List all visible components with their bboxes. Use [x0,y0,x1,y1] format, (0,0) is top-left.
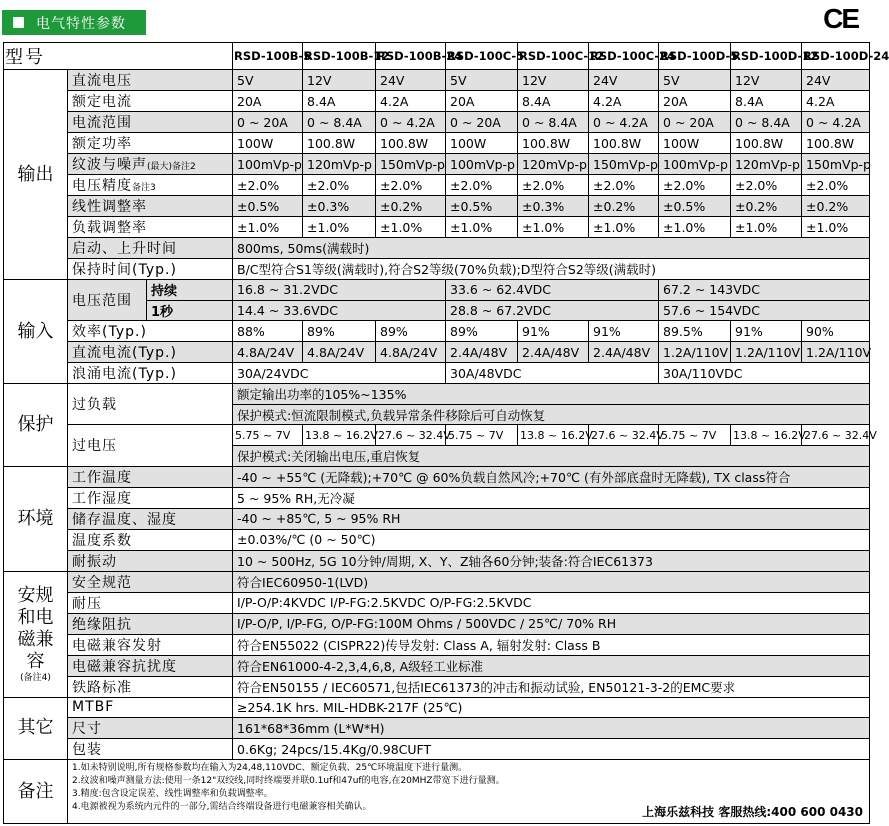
value-cell: ±0.3% [518,196,589,217]
value-cell: 67.2 ~ 143VDC [659,280,870,301]
value-cell: 0 ~ 8.4A [303,112,376,133]
value-cell: 24V [376,70,446,91]
value-cell: ±2.0% [233,175,303,196]
row-label [68,571,233,592]
model-header-row [4,43,870,70]
output-row [4,70,870,91]
row-label-text: 尺寸 [72,721,102,738]
safety-value: 符合IEC60950-1(LVD) [233,571,870,592]
output-row [4,196,870,217]
output-row [4,217,870,238]
note-line: 3.精度:包含设定误差、线性调整率和负载调整率。 [72,789,273,800]
value-cell: ±2.0% [518,175,589,196]
value-cell: 57.6 ~ 154VDC [659,300,870,321]
value-cell: ±1.0% [731,217,802,238]
value-cell: 1.2A/110V [659,342,731,363]
model-name: RSD-100C-12 [518,43,589,70]
ov-mode: 保护模式:关闭输出电压,重启恢复 [233,445,870,466]
value-cell: 100mVp-p [446,154,518,175]
category-safety-note: (备注4) [20,672,51,683]
hold-row [4,259,870,280]
input-voltage-cont-row [4,280,870,301]
startup-row [4,238,870,259]
row-label-text: 纹波与噪声 [72,157,147,173]
value-cell: 91% [518,321,589,342]
row-label-text: 线性调整率 [72,199,147,215]
value-cell: 100W [659,133,731,154]
row-label-text: 负载调整率 [72,220,147,236]
value-cell: 33.6 ~ 62.4VDC [446,280,659,301]
value-cell: 100mVp-p [233,154,303,175]
category-protection: 保护 [4,384,68,466]
value-cell: 100W [446,133,518,154]
value-cell: ±1.0% [233,217,303,238]
row-label [68,634,233,655]
note-line: 4.电源被视为系统内元件的一部分,需结合终端设备进行电磁兼容相关确认。 [72,802,372,813]
value-cell: 24V [802,70,870,91]
safety-value: 符合EN61000-4-2,3,4,6,8, A级轻工业标准 [233,655,870,676]
overload-row-1 [4,384,870,405]
row-label [68,655,233,676]
ce-mark: CE [823,3,858,34]
row-label [68,529,233,550]
row-label [68,238,233,259]
value-cell: 8.4A [731,91,802,112]
row-label-text: 电流范围 [72,115,132,131]
value-cell: 4.2A [589,91,659,112]
row-label [68,425,233,466]
value-cell: ±1.0% [659,217,731,238]
overload-mode: 保护模式:恒流限制模式,负载异常条件移除后可自动恢复 [233,404,870,425]
safety-row [4,613,870,634]
value-cell: 88% [233,321,303,342]
category-output: 输出 [4,70,68,280]
value-cell: 0 ~ 4.2A [589,112,659,133]
safety-row [4,571,870,592]
value-cell: ±0.2% [802,196,870,217]
value-cell: 12V [518,70,589,91]
value-cell: 4.2A [376,91,446,112]
row-label-text: 工作温度 [72,469,132,486]
value-cell: 27.6 ~ 32.4V [376,425,446,446]
row-label [68,280,147,321]
row-label [68,259,233,280]
value-cell: 13.8 ~ 16.2V [518,425,589,446]
value-cell: ±0.2% [376,196,446,217]
row-label-text: 电磁兼容发射 [72,637,162,654]
value-cell: 14.4 ~ 33.6VDC [233,300,446,321]
value-cell: 28.8 ~ 67.2VDC [446,300,659,321]
hold-value: B/C型符合S1等级(满载时),符合S2等级(70%负载);D型符合S2等级(满载时) [233,259,870,280]
value-cell: ±1.0% [589,217,659,238]
value-cell: 30A/24VDC [233,363,446,384]
value-cell: 12V [731,70,802,91]
value-cell: ±2.0% [376,175,446,196]
model-name: RSD-100C-5 [446,43,518,70]
model-name: RSD-100D-24 [802,43,870,70]
safety-row [4,592,870,613]
value-cell: ±2.0% [446,175,518,196]
row-label [68,592,233,613]
value-cell: 100.8W [589,133,659,154]
environment-value: ±0.03%/℃ (0 ~ 50℃) [233,529,870,550]
environment-row [4,550,870,571]
value-cell: 89.5% [659,321,731,342]
environment-value: 10 ~ 500Hz, 5G 10分钟/周期, X、Y、Z轴各60分钟;装备:符合IEC61373 [233,550,870,571]
section-title: 电气特性参数 [36,15,126,32]
row-label-text: 工作湿度 [72,490,132,507]
notes-row [4,760,870,824]
row-label-text: 耐压 [72,595,102,612]
row-label-text: 铁路标准 [72,679,132,696]
value-cell: 150mVp-p [589,154,659,175]
value-cell: 0 ~ 20A [233,112,303,133]
value-cell: 20A [659,91,731,112]
value-cell: 2.4A/48V [589,342,659,363]
row-label [68,363,233,384]
safety-value: 符合EN50155 / IEC60571,包括IEC61373的冲击和振动试验, EN50121-3-2的EMC要求 [233,676,870,697]
value-cell: ±1.0% [518,217,589,238]
value-cell: 100.8W [802,133,870,154]
output-row [4,91,870,112]
safety-row [4,676,870,697]
value-cell: 120mVp-p [303,154,376,175]
notes-cell [68,760,870,824]
value-cell: ±2.0% [659,175,731,196]
value-cell: 1.2A/110V [731,342,802,363]
row-label-text: MTBF [72,699,115,716]
row-label [68,550,233,571]
environment-row [4,508,870,529]
value-cell: ±0.5% [659,196,731,217]
environment-row [4,466,870,487]
value-cell: ±0.5% [233,196,303,217]
sec-label: 1秒 [147,300,233,321]
model-label: 型号 [4,43,233,70]
environment-value: -40 ~ +55℃ (无降载);+70℃ @ 60%负载自然风冷;+70℃ (有外部底盘时无降载), TX class符合 [233,466,870,487]
value-cell: 30A/110VDC [659,363,870,384]
row-label-note: 备注3 [132,183,156,193]
value-cell: 20A [233,91,303,112]
value-cell: 0 ~ 8.4A [731,112,802,133]
value-cell: 20A [446,91,518,112]
category-input: 输入 [4,280,68,384]
other-row [4,718,870,739]
row-label-text: 额定电流 [72,94,132,110]
row-label-text: 耐振动 [72,553,117,570]
output-row [4,133,870,154]
category-safety-text: 安规和电磁兼容 [17,584,54,672]
section-header [2,10,146,35]
value-cell: 30A/48VDC [446,363,659,384]
row-label [68,718,233,739]
value-cell: 4.8A/24V [376,342,446,363]
value-cell: ±0.2% [731,196,802,217]
value-cell: 5.75 ~ 7V [233,425,303,446]
value-cell: 100W [233,133,303,154]
ov-row-1 [4,425,870,446]
value-cell: 2.4A/48V [446,342,518,363]
value-cell: 4.2A [802,91,870,112]
row-label [68,508,233,529]
output-row [4,154,870,175]
value-cell: 4.8A/24V [233,342,303,363]
row-label-text: 过负载 [72,397,117,414]
row-label [68,739,233,760]
model-name: RSD-100D-12 [731,43,802,70]
note-line: 2.纹波和噪声测量方法:使用一条12"双绞线,同时终端要并联0.1uf和47uf的电容,在20MHZ带宽下进行量测。 [72,776,505,787]
value-cell: 90% [802,321,870,342]
safety-row [4,634,870,655]
value-cell: 13.8 ~ 16.2V [731,425,802,446]
value-cell: 8.4A [303,91,376,112]
row-label [68,487,233,508]
row-label-text: 绝缘阻抗 [72,616,132,633]
value-cell: 100mVp-p [659,154,731,175]
value-cell: 1.2A/110V [802,342,870,363]
row-label [68,676,233,697]
output-row [4,175,870,196]
input-inrush-row [4,363,870,384]
model-name: RSD-100B-5 [233,43,303,70]
other-row [4,697,870,718]
value-cell: ±0.5% [446,196,518,217]
row-label [68,217,233,238]
value-cell: 91% [731,321,802,342]
category-environment: 环境 [4,466,68,571]
value-cell: ±2.0% [303,175,376,196]
value-cell: ±0.3% [303,196,376,217]
row-label-text: 过电压 [72,438,117,455]
hotline-text: 上海乐兹科技 客服热线:400 600 0430 [642,805,864,820]
value-cell: 0 ~ 8.4A [518,112,589,133]
other-row [4,739,870,760]
row-label-text: 电压精度 [72,178,132,194]
environment-row [4,529,870,550]
row-label [68,196,233,217]
safety-value: I/P-O/P:4KVDC I/P-FG:2.5KVDC O/P-FG:2.5KVDC [233,592,870,613]
square-icon [13,17,24,28]
row-label-text: 浪涌电流(Typ.) [72,366,177,383]
value-cell: 16.8 ~ 31.2VDC [233,280,446,301]
row-label [68,175,233,196]
row-label-text: 电压范围 [72,293,132,310]
other-value: 161*68*36mm (L*W*H) [233,718,870,739]
overload-range: 额定输出功率的105%~135% [233,384,870,405]
model-name: RSD-100D-5 [659,43,731,70]
other-value: ≥254.1K hrs. MIL-HDBK-217F (25℃) [233,697,870,718]
value-cell: 4.8A/24V [303,342,376,363]
value-cell: 89% [446,321,518,342]
input-cur-row [4,342,870,363]
row-label-text: 包装 [72,742,102,759]
row-label [68,466,233,487]
row-label-text: 直流电压 [72,73,132,89]
value-cell: 100.8W [376,133,446,154]
value-cell: 5.75 ~ 7V [446,425,518,446]
row-label-text: 保持时间(Typ.) [72,262,177,278]
row-label [68,154,233,175]
note-line: 1.如未特别说明,所有规格参数均在输入为24,48,110VDC、额定负载、25℃环境温度下进行量测。 [72,763,468,774]
value-cell: 27.6 ~ 32.4V [802,425,870,446]
row-label [68,697,233,718]
value-cell: 12V [303,70,376,91]
value-cell: ±2.0% [731,175,802,196]
value-cell: 91% [589,321,659,342]
other-value: 0.6Kg; 24pcs/15.4Kg/0.98CUFT [233,739,870,760]
category-other: 其它 [4,697,68,760]
value-cell: 100.8W [303,133,376,154]
value-cell: 5V [659,70,731,91]
row-label-text: 效率(Typ.) [72,324,147,341]
value-cell: 0 ~ 20A [659,112,731,133]
environment-value: -40 ~ +85℃, 5 ~ 95% RH [233,508,870,529]
model-name: RSD-100B-24 [376,43,446,70]
value-cell: ±1.0% [446,217,518,238]
value-cell: 150mVp-p [802,154,870,175]
value-cell: 27.6 ~ 32.4V [589,425,659,446]
row-label [68,112,233,133]
category-notes: 备注 [4,760,68,824]
row-label-text: 温度系数 [72,532,132,549]
value-cell: ±1.0% [303,217,376,238]
value-cell: 5.75 ~ 7V [659,425,731,446]
value-cell: 0 ~ 20A [446,112,518,133]
cont-label: 持续 [147,280,233,301]
value-cell: 120mVp-p [518,154,589,175]
row-label-text: 直流电流(Typ.) [72,345,177,362]
value-cell: 150mVp-p [376,154,446,175]
row-label [68,342,233,363]
value-cell: 0 ~ 4.2A [376,112,446,133]
row-label-text: 启动、上升时间 [72,241,177,257]
row-label-text: 电磁兼容抗扰度 [72,658,177,675]
environment-value: 5 ~ 95% RH,无冷凝 [233,487,870,508]
environment-row [4,487,870,508]
row-label [68,91,233,112]
row-label [68,133,233,154]
value-cell: 5V [446,70,518,91]
value-cell: 8.4A [518,91,589,112]
value-cell: 89% [376,321,446,342]
row-label-text: 储存温度、湿度 [72,511,177,528]
value-cell: 0 ~ 4.2A [802,112,870,133]
row-label [68,70,233,91]
spec-table [3,42,889,824]
value-cell: 120mVp-p [731,154,802,175]
value-cell: ±2.0% [589,175,659,196]
value-cell: ±1.0% [802,217,870,238]
row-label [68,384,233,425]
row-label-text: 安全规范 [72,574,132,591]
value-cell: ±0.2% [589,196,659,217]
value-cell: 89% [303,321,376,342]
value-cell: 100.8W [518,133,589,154]
value-cell: 100.8W [731,133,802,154]
startup-value: 800ms, 50ms(满载时) [233,238,870,259]
model-name: RSD-100B-12 [303,43,376,70]
value-cell: 2.4A/48V [518,342,589,363]
value-cell: ±2.0% [802,175,870,196]
input-eff-row [4,321,870,342]
output-row [4,112,870,133]
row-label-text: 额定功率 [72,136,132,152]
safety-value: I/P-O/P, I/P-FG, O/P-FG:100M Ohms / 500VDC / 25℃/ 70% RH [233,613,870,634]
value-cell: 13.8 ~ 16.2V [303,425,376,446]
model-name: RSD-100C-24 [589,43,659,70]
row-label [68,613,233,634]
value-cell: 5V [233,70,303,91]
safety-value: 符合EN55022 (CISPR22)传导发射: Class A, 辐射发射: Class B [233,634,870,655]
value-cell: ±1.0% [376,217,446,238]
safety-row [4,655,870,676]
row-label-note: (最大)备注2 [147,162,196,172]
row-label [68,321,233,342]
value-cell: 24V [589,70,659,91]
category-safety [4,571,68,697]
